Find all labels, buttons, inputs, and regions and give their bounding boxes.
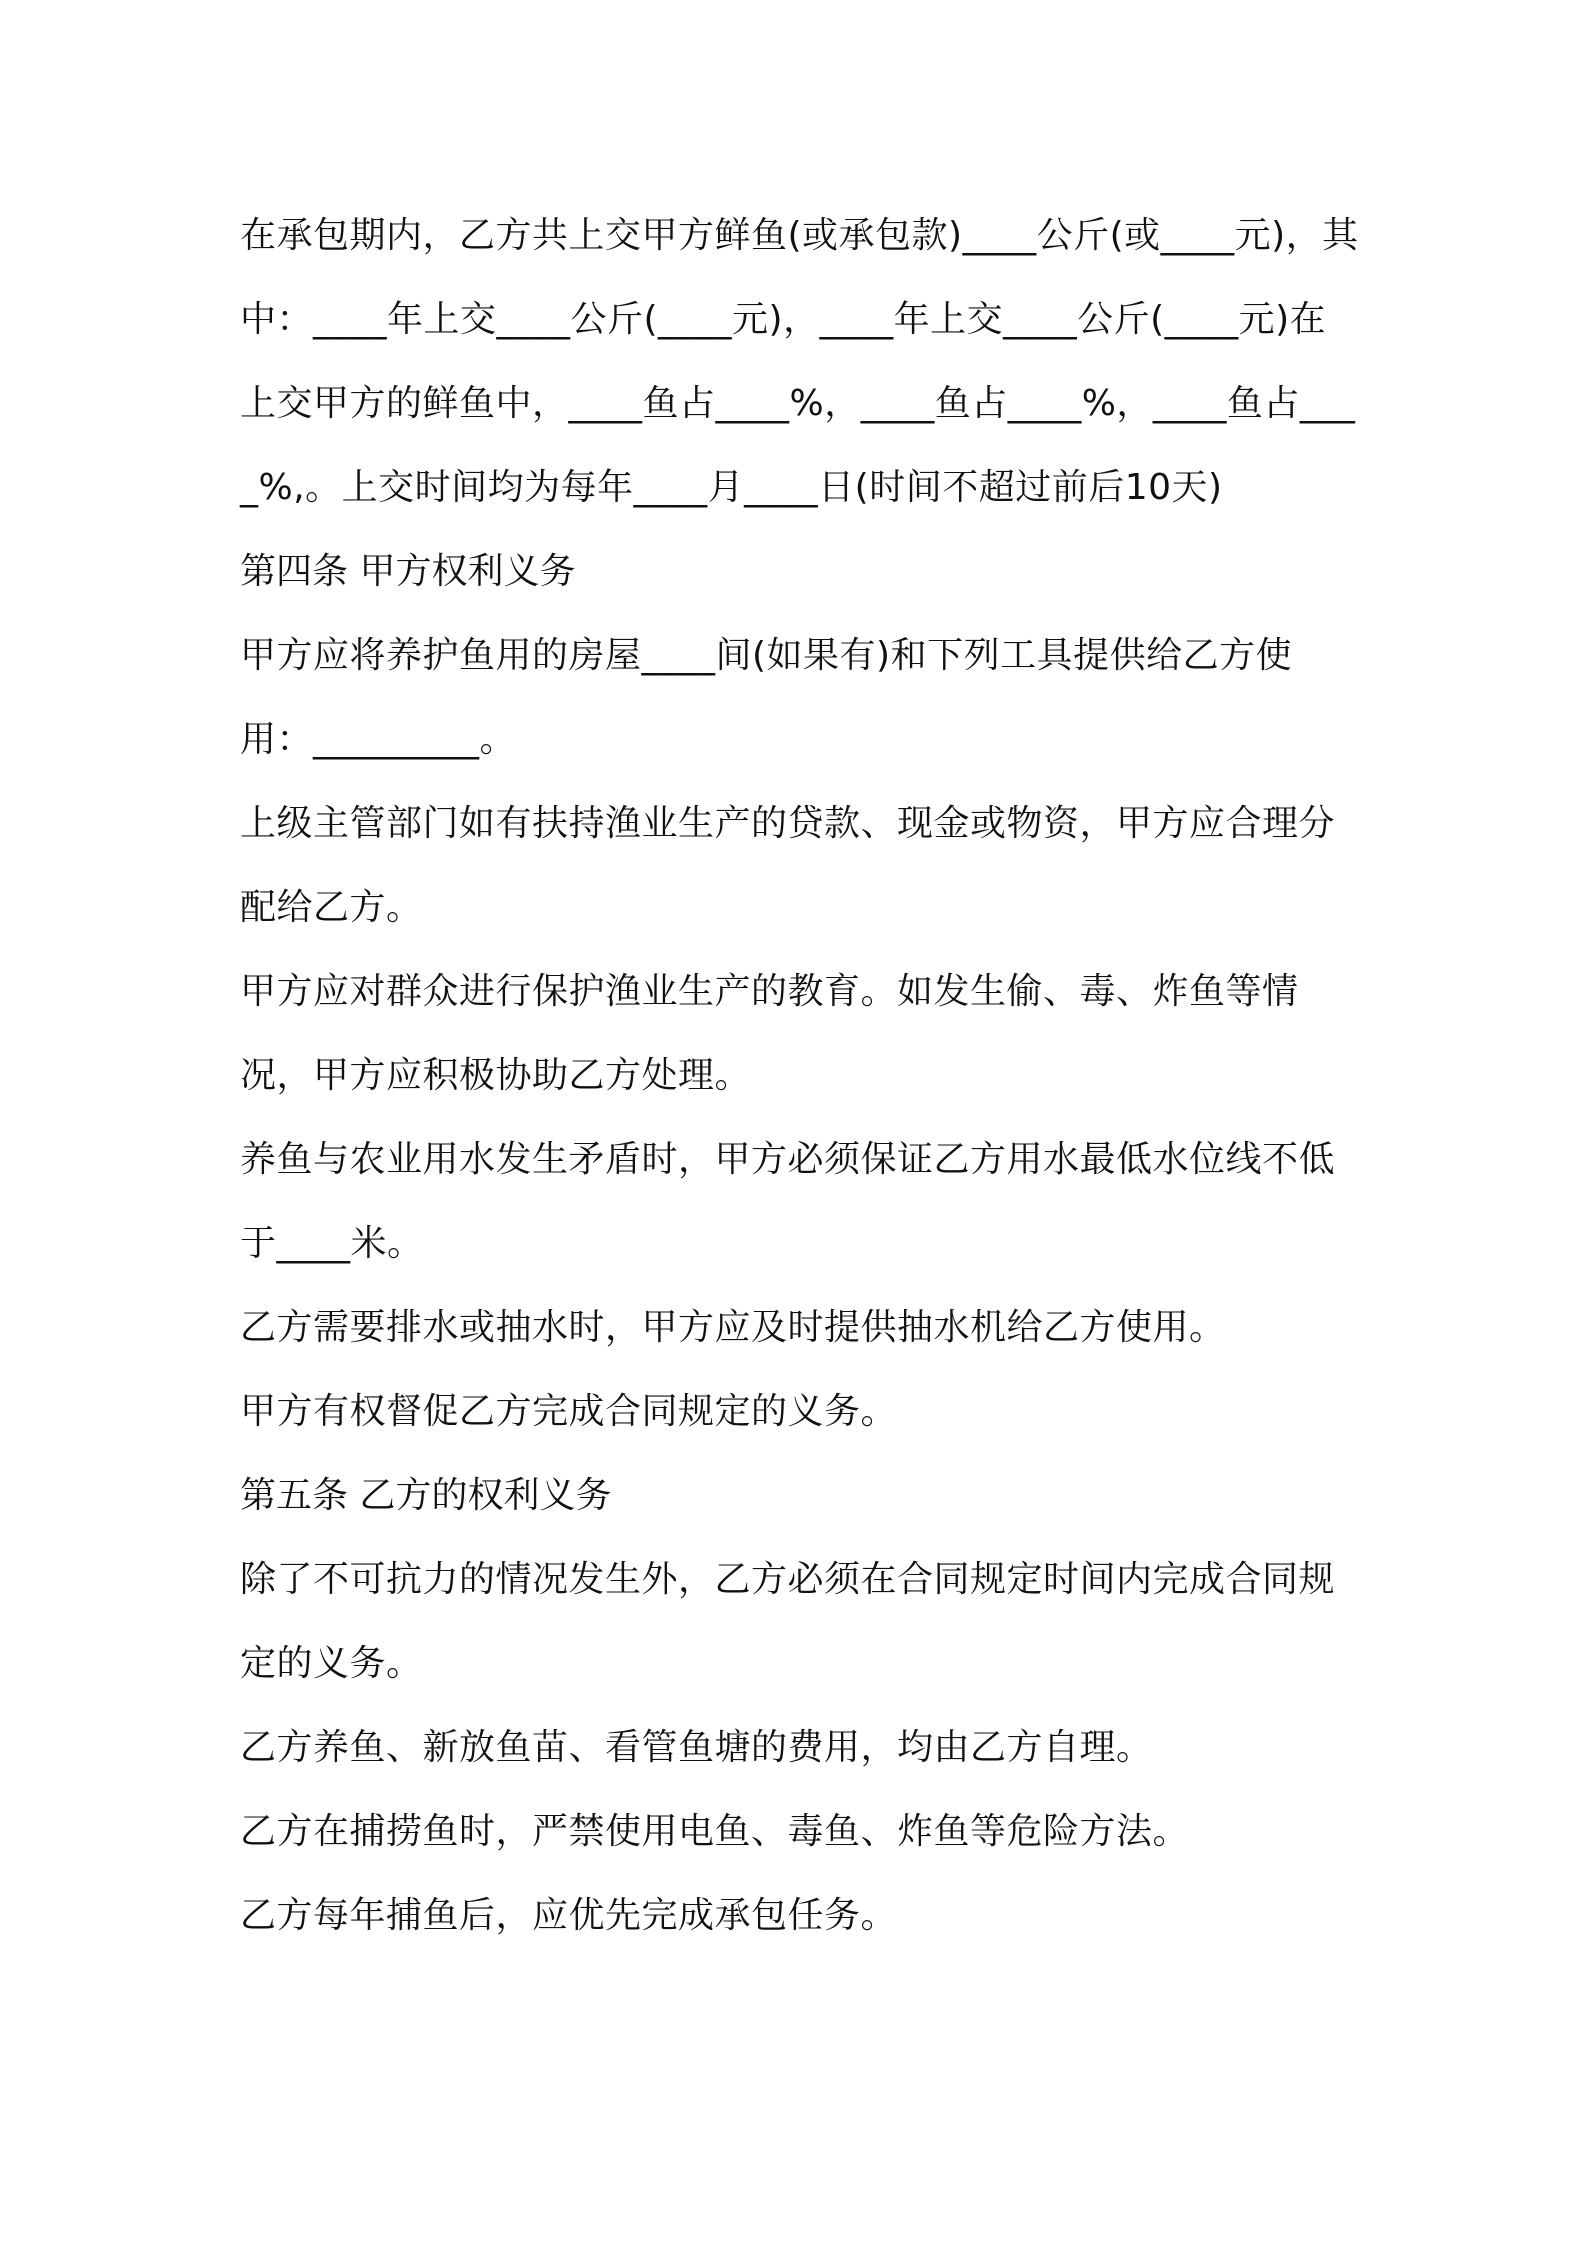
paragraph-fishing-methods: 乙方在捕捞鱼时，严禁使用电鱼、毒鱼、炸鱼等危险方法。 [240, 1811, 1190, 1852]
paragraph-education-protection: 甲方应对群众进行保护渔业生产的教育。如发生偷、毒、炸鱼等情况，甲方应积极协助乙方处理。 [240, 971, 1299, 1096]
paragraph-force-majeure: 除了不可抗力的情况发生外，乙方必须在合同规定时间内完成合同规定的义务。 [240, 1559, 1336, 1684]
heading-article-5: 第五条 乙方的权利义务 [240, 1475, 612, 1516]
paragraph-priority-task: 乙方每年捕鱼后，应优先完成承包任务。 [240, 1895, 898, 1936]
document-body [240, 194, 1360, 1958]
paragraph-supervision: 甲方有权督促乙方完成合同规定的义务。 [240, 1391, 898, 1432]
paragraph-pump-provision: 乙方需要排水或抽水时，甲方应及时提供抽水机给乙方使用。 [240, 1307, 1226, 1348]
paragraph-water-level: 养鱼与农业用水发生矛盾时，甲方必须保证乙方用水最低水位线不低于____米。 [240, 1139, 1336, 1264]
paragraph-costs: 乙方养鱼、新放鱼苗、看管鱼塘的费用，均由乙方自理。 [240, 1727, 1153, 1768]
paragraph-housing-tools: 甲方应将养护鱼用的房屋____间(如果有)和下列工具提供给乙方使用：_________。 [240, 635, 1293, 760]
heading-article-4: 第四条 甲方权利义务 [240, 551, 576, 592]
paragraph-payment-terms: 在承包期内，乙方共上交甲方鲜鱼(或承包款)____公斤(或____元)，其中：____年上交____公斤(____元)，____年上交____公斤(____元)在上交甲方的鲜鱼中，____鱼占____%，____鱼占____%，____鱼占____%,。上交时间均为每年____月____日(时间不超过前后10天) [240, 215, 1359, 508]
paragraph-support-allocation: 上级主管部门如有扶持渔业生产的贷款、现金或物资，甲方应合理分配给乙方。 [240, 803, 1336, 928]
